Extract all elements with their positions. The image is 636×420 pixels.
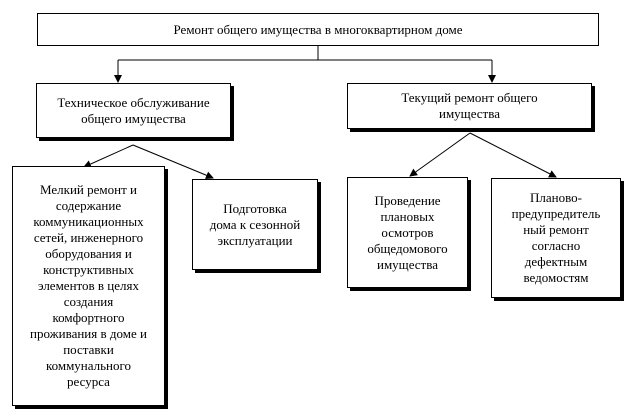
child-seasonal-prep-box (192, 179, 318, 270)
root-label: Ремонт общего имущества в многоквартирном доме (173, 21, 463, 37)
branch-maintenance-label: Техническое обслуживание общего имущества (57, 94, 210, 126)
branch-current-repair-box (347, 83, 592, 129)
child-planned-inspections-label: Проведение плановых осмотров общедомового имущества (367, 192, 448, 272)
child-minor-repair-label: Мелкий ремонт и содержание коммуникационных сетей, инженерного оборудования и конструктивных элементов в целях создания комфортного проживания в доме и поставки коммунального ресурса (30, 182, 147, 389)
connector-right-to-child1 (410, 133, 470, 176)
connector-right-to-child2 (470, 133, 556, 177)
child-minor-repair-box (12, 166, 165, 406)
child-preventive-repair-label: Планово- предупредитель ный ремонт согласно дефектным ведомостям (511, 190, 601, 285)
branch-maintenance-box (36, 83, 231, 138)
child-seasonal-prep-label: Подготовка дома к сезонной эксплуатации (209, 200, 301, 248)
connector-left-to-child1 (84, 145, 133, 167)
root-box (37, 13, 599, 46)
child-preventive-repair-box (491, 178, 621, 298)
child-planned-inspections-box (347, 177, 468, 288)
branch-current-repair-label: Текущий ремонт общего имущества (401, 90, 538, 121)
